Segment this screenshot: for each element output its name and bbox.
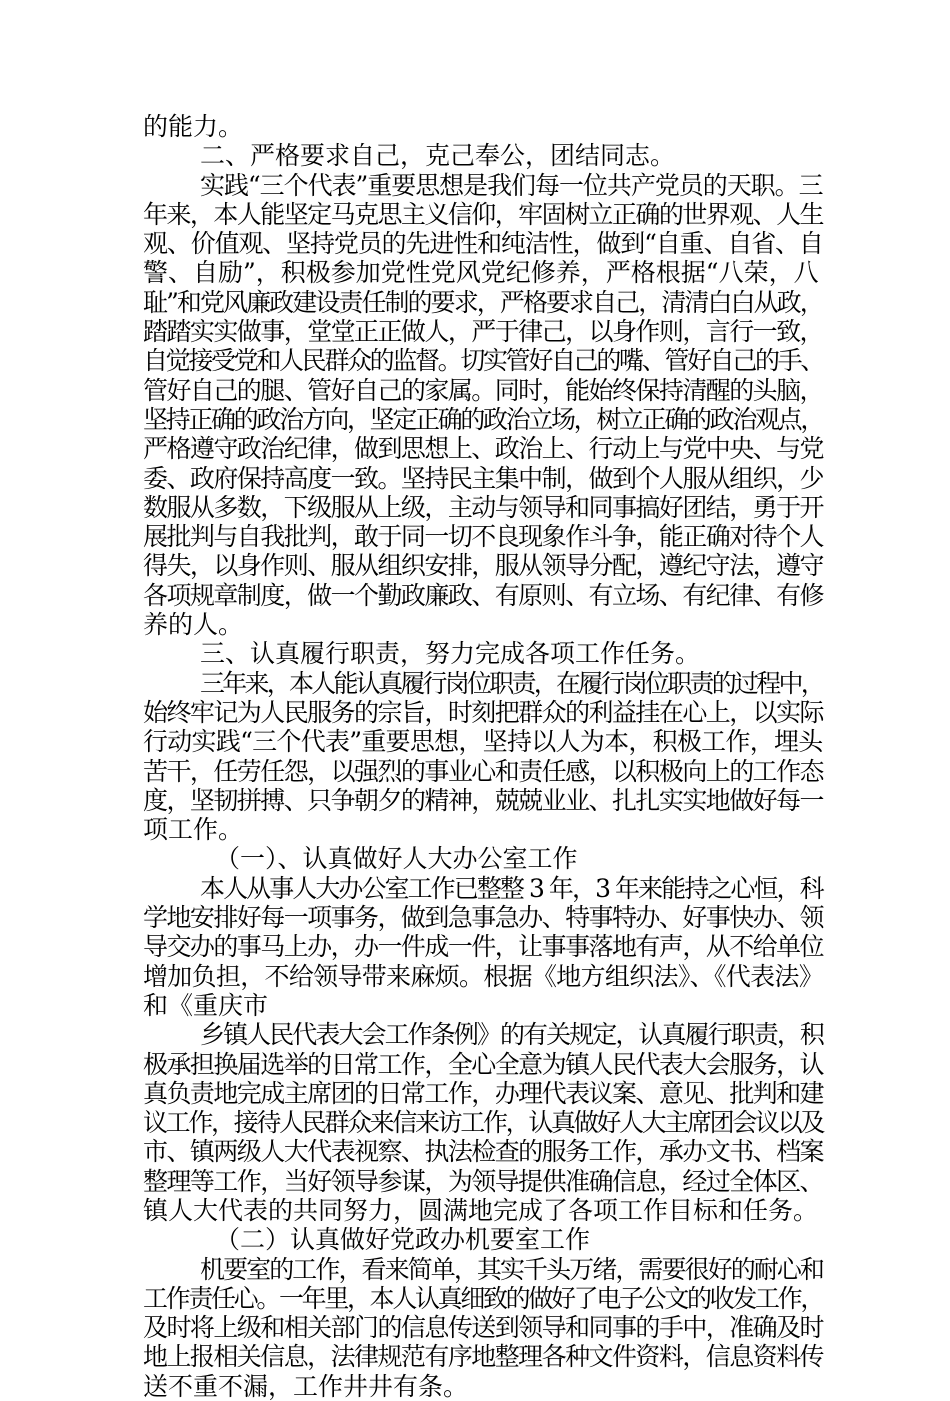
- text-line: 严格遵守政治纪律，做到思想上、政治上、行动上与党中央、与党: [143, 434, 824, 464]
- text-line: 本人从事人大办公室工作已整整 3 年，3 年来能持之心恒，科: [200, 873, 823, 903]
- section-heading-line: （一）、认真做好人大办公室工作: [215, 844, 578, 874]
- text-line: 及时将上级和相关部门的信息传送到领导和同事的手中，准确及时: [143, 1313, 824, 1343]
- text-line: 展批判与自我批判，敢于同一切不良现象作斗争，能正确对待个人: [143, 522, 824, 552]
- text-line: 得失，以身作则、服从组织安排，服从领导分配，遵纪守法，遵守: [143, 551, 824, 581]
- text-line: 实践“三个代表”重要思想是我们每一位共产党员的天职。三: [200, 170, 823, 200]
- text-line: 委、政府保持高度一致。坚持民主集中制，做到个人服从组织，少: [143, 463, 824, 493]
- text-line: 始终牢记为人民服务的宗旨，时刻把群众的利益挂在心上，以实际: [143, 697, 824, 727]
- text-line: 踏踏实实做事，堂堂正正做人，严于律己，以身作则，言行一致，: [143, 317, 824, 347]
- text-line: 各项规章制度，做一个勤政廉政、有原则、有立场、有纪律、有修: [143, 580, 824, 610]
- text-line: 管好自己的腿、管好自己的家属。同时，能始终保持清醒的头脑，: [143, 375, 824, 405]
- text-line: 学地安排好每一项事务，做到急事急办、特事特办、好事快办、领: [143, 903, 824, 933]
- section-heading-line: （二）认真做好党政办机要室工作: [215, 1225, 591, 1255]
- text-line: 镇人大代表的共同努力，圆满地完成了各项工作目标和任务。: [143, 1195, 819, 1225]
- text-line: 年来，本人能坚定马克思主义信仰，牢固树立正确的世界观、人生: [143, 199, 824, 229]
- text-line: 整理等工作，当好领导参谋，为领导提供准确信息，经过全体区、: [143, 1166, 824, 1196]
- text-line: 数服从多数，下级服从上级，主动与领导和同事搞好团结，勇于开: [143, 492, 824, 522]
- text-line: 极承担换届选举的日常工作，全心全意为镇人民代表大会服务，认: [143, 1049, 824, 1079]
- text-line: 工作责任心。一年里，本人认真细致的做好了电子公文的收发工作，: [143, 1283, 824, 1313]
- text-line: 项工作。: [143, 815, 244, 845]
- text-line: 乡镇人民代表大会工作条例》的有关规定，认真履行职责，积: [200, 1020, 824, 1050]
- text-line: 度，坚韧拼搏、只争朝夕的精神，兢兢业业、扎扎实实地做好每一: [143, 785, 824, 815]
- section-heading-line: 二、严格要求自己，克己奉公，团结同志。: [200, 141, 676, 171]
- text-line: 真负责地完成主席团的日常工作，办理代表议案、意见、批判和建: [143, 1078, 824, 1108]
- text-line: 机要室的工作，看来简单，其实千头万绪，需要很好的耐心和: [200, 1254, 824, 1284]
- text-line: 三年来，本人能认真履行岗位职责，在履行岗位职责的过程中，: [200, 668, 824, 698]
- text-line: 议工作，接待人民群众来信来访工作，认真做好人大主席团会议以及: [143, 1108, 824, 1138]
- text-line: 苦干，任劳任怨，以强烈的事业心和责任感，以积极向上的工作态: [143, 756, 824, 786]
- text-line: 的能力。: [143, 112, 244, 141]
- text-line: 和《重庆市: [143, 990, 269, 1020]
- document-body: [143, 112, 823, 1401]
- text-line: 增加负担，不给领导带来麻烦。根据《地方组织法》、《代表法》: [143, 961, 824, 991]
- text-line: 自觉接受党和人民群众的监督。切实管好自己的嘴、管好自己的手、: [143, 346, 824, 376]
- text-line: 观、价值观、坚持党员的先进性和纯洁性，做到“自重、自省、自: [143, 229, 823, 259]
- text-line: 市、镇两级人大代表视察、执法检查的服务工作，承办文书、档案: [143, 1137, 824, 1167]
- text-line: 养的人。: [143, 610, 244, 640]
- text-line: 警、自励”，积极参加党性党风党纪修养，严格根据“八荣，八: [143, 258, 819, 288]
- section-heading-line: 三、认真履行职责，努力完成各项工作任务。: [200, 639, 701, 669]
- text-line: 地上报相关信息，法律规范有序地整理各种文件资料，信息资料传: [143, 1342, 824, 1372]
- text-line: 导交办的事马上办，办一件成一件，让事事落地有声，从不给单位: [143, 932, 824, 962]
- text-line: 行动实践“三个代表”重要思想，坚持以人为本，积极工作，埋头: [143, 727, 823, 757]
- text-line: 送不重不漏，工作井井有条。: [143, 1371, 469, 1401]
- text-line: 耻”和党风廉政建设责任制的要求，严格要求自己，清清白白从政，: [143, 287, 823, 317]
- text-line: 坚持正确的政治方向，坚定正确的政治立场，树立正确的政治观点，: [143, 404, 824, 434]
